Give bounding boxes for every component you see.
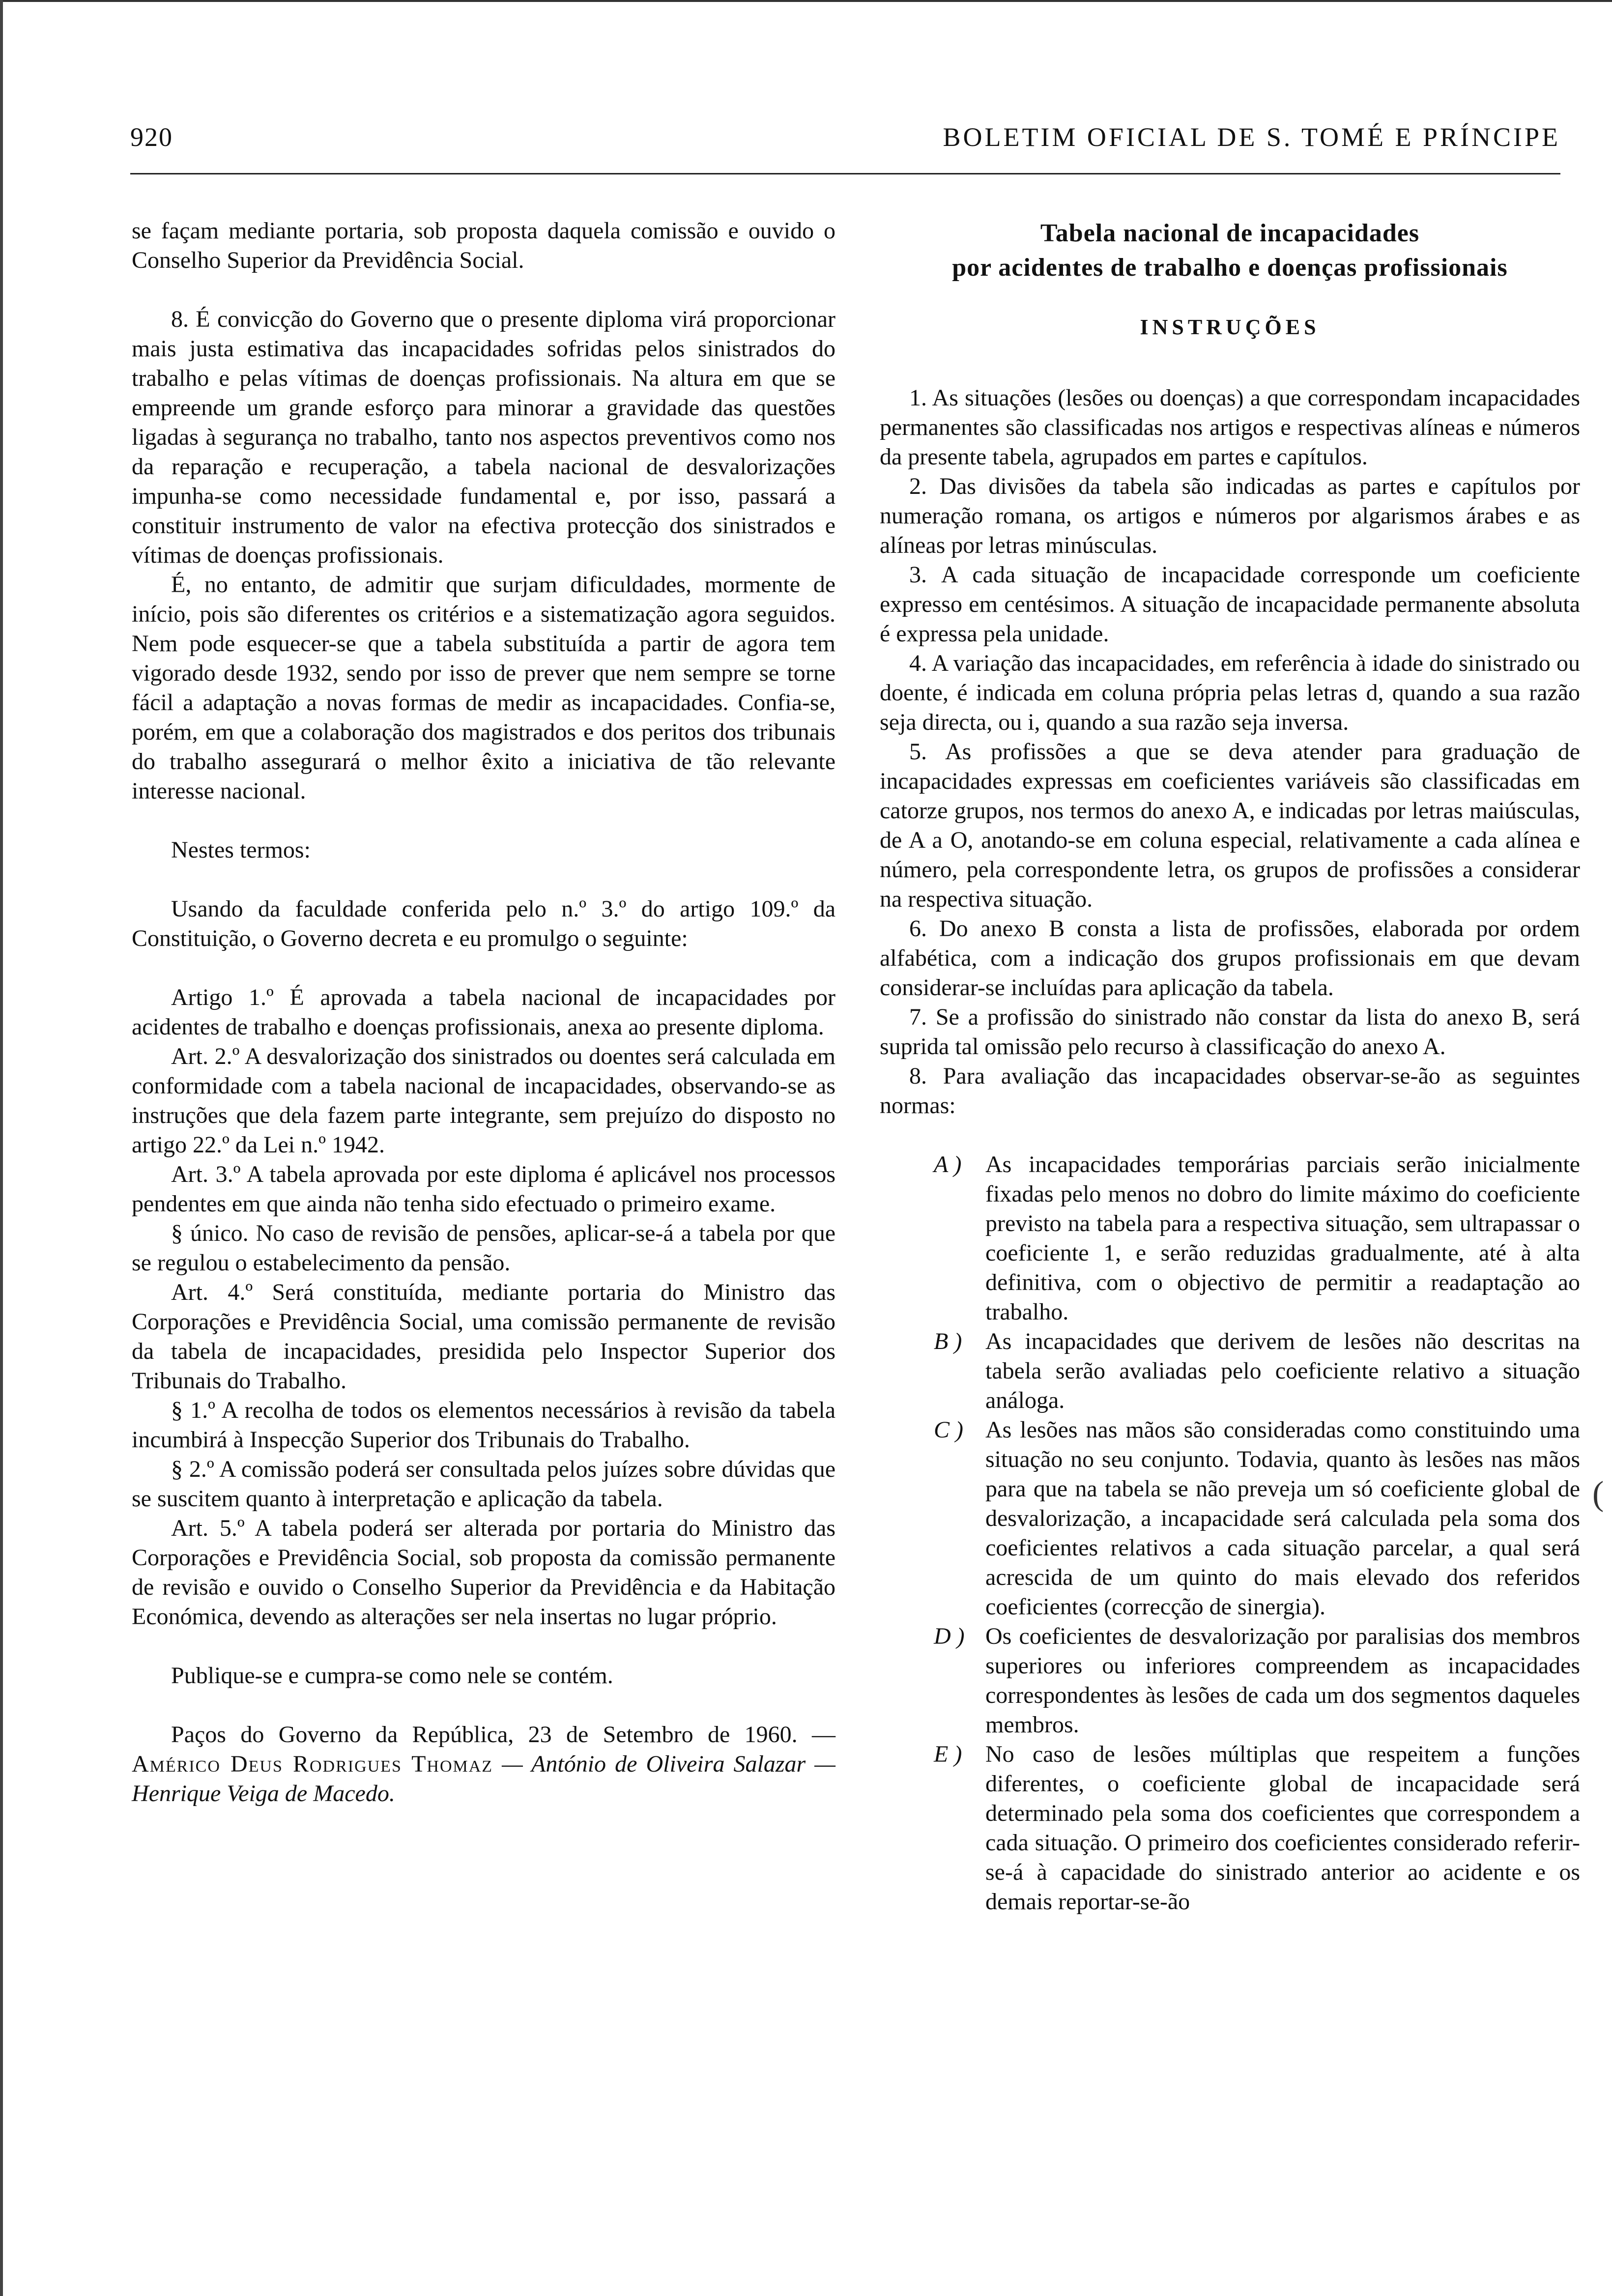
norm-text: As incapacidades temporárias parciais serão inicialmente fixadas pelo menos no dobro do limite máximo do coeficiente previsto na tabela para a respectiva situação, sem ultrapassar o coeficiente 1, e serão reduzidas gradualmente, até à alta definitiva, com o objectivo de permitir a readaptação ao trabalho. bbox=[985, 1151, 1580, 1325]
norm-c bbox=[880, 1415, 1580, 1622]
page-header bbox=[130, 122, 1560, 161]
page-number: 920 bbox=[130, 122, 173, 152]
left-column bbox=[132, 216, 835, 1808]
instruction-4: 4. A variação das incapacidades, em referência à idade do sinistrado ou doente, é indicada em coluna própria pelas letras d, quando a sua razão seja directa, ou i, quando a sua razão seja inversa. bbox=[880, 650, 1580, 735]
article-1: Artigo 1.º É aprovada a tabela nacional de incapacidades por acidentes de trabalho e doenças profissionais, anexa ao presente diploma. bbox=[132, 984, 835, 1040]
article-4: Art. 4.º Será constituída, mediante portaria do Ministro das Corporações e Previdência Social, uma comissão permanente de revisão da tabela de incapacidades, presidida pelo Inspector Superior dos Tribunais do Trabalho. bbox=[132, 1279, 835, 1394]
article-4-paragraph-1: § 1.º A recolha de todos os elementos necessários à revisão da tabela incumbirá à Inspecção Superior dos Tribunais do Trabalho. bbox=[132, 1397, 835, 1453]
instruction-2: 2. Das divisões da tabela são indicadas as partes e capítulos por numeração romana, os artigos e números por algarismos árabes e as alíneas por letras minúsculas. bbox=[880, 473, 1580, 558]
publication-formula: Publique-se e cumpra-se como nele se contém. bbox=[171, 1663, 613, 1689]
signature-place-date: Paços do Governo da República, 23 de Setembro de 1960. — bbox=[171, 1722, 835, 1748]
paragraph-difficulties: É, no entanto, de admitir que surjam dificuldades, mormente de início, pois são diferentes os critérios e a sistematização agora seguidos. Nem pode esquecer-se que a tabela substituída a partir de agora tem vigorado desde 1932, sendo por isso de prever que nem sempre se torne fácil a adaptação a novas formas de medir as incapacidades. Confia-se, porém, em que a colaboração dos magistrados e dos peritos dos tribunais do trabalho assegurará o melhor êxito a iniciativa de tão relevante interesse nacional. bbox=[132, 572, 835, 804]
norm-letter: C ) bbox=[934, 1417, 963, 1443]
instruction-8: 8. Para avaliação das incapacidades observar-se-ão as seguintes normas: bbox=[880, 1063, 1580, 1119]
instruction-5: 5. As profissões a que se deva atender para graduação de incapacidades expressas em coeficientes variáveis são classificadas em catorze grupos, nos termos do anexo A, e indicadas por letras maiúsculas, de A a O, anotando-se em coluna especial, relativamente a cada alínea e número, pela correspondente letra, os grupos de profissões a considerar na respectiva situação. bbox=[880, 739, 1580, 912]
norm-letter: A ) bbox=[934, 1151, 962, 1177]
article-2: Art. 2.º A desvalorização dos sinistrados ou doentes será calculada em conformidade com a tabela nacional de incapacidades, observando-se as instruções que dela fazem parte integrante, sem prejuízo do disposto no artigo 22.º da Lei n.º 1942. bbox=[132, 1043, 835, 1158]
norm-e bbox=[880, 1740, 1580, 1917]
header-rule bbox=[130, 173, 1560, 174]
norm-text: No caso de lesões múltiplas que respeitem a funções diferentes, o coeficiente global de incapacidade será determinado pela soma dos coeficientes que correspondem a cada situação. O primeiro dos coeficientes considerado referir-se-á à capacidade do sinistrado anterior ao acidente e os demais reportar-se-ão bbox=[985, 1741, 1580, 1915]
article-5: Art. 5.º A tabela poderá ser alterada por portaria do Ministro das Corporações e Previdência Social, sob proposta da comissão permanente de revisão e ouvido o Conselho Superior da Previdência e da Habitação Económica, devendo as alterações ser nela insertas no lugar próprio. bbox=[132, 1515, 835, 1630]
paragraph-nestes-termos: Nestes termos: bbox=[171, 837, 311, 863]
running-title: BOLETIM OFICIAL DE S. TOMÉ E PRÍNCIPE bbox=[943, 122, 1560, 152]
norm-letter: E ) bbox=[934, 1741, 962, 1767]
table-title-line-2: por acidentes de trabalho e doenças profissionais bbox=[952, 254, 1508, 282]
instruction-3: 3. A cada situação de incapacidade corresponde um coeficiente expresso em centésimos. A situação de incapacidade permanente absoluta é expressa pela unidade. bbox=[880, 562, 1580, 647]
instruction-6: 6. Do anexo B consta a lista de profissões, elaborada por ordem alfabética, com a indicação dos grupos profissionais em que devam considerar-se incluídas para aplicação da tabela. bbox=[880, 916, 1580, 1001]
signature-block bbox=[132, 1720, 835, 1808]
right-column bbox=[880, 216, 1580, 1917]
table-title-line-1: Tabela nacional de incapacidades bbox=[1040, 219, 1420, 247]
page-edge-left bbox=[0, 0, 3, 2296]
instructions-heading: INSTRUÇÕES bbox=[1140, 315, 1320, 339]
norm-text: Os coeficientes de desvalorização por paralisias dos membros superiores ou inferiores compreendem as incapacidades correspondentes às lesões de cada um dos segmentos daqueles membros. bbox=[985, 1623, 1580, 1738]
article-4-paragraph-2: § 2.º A comissão poderá ser consultada pelos juízes sobre dúvidas que se suscitem quanto à interpretação e aplicação da tabela. bbox=[132, 1456, 835, 1512]
instruction-1: 1. As situações (lesões ou doenças) a que correspondam incapacidades permanentes são classificadas nos artigos e respectivas alíneas e números da presente tabela, agrupados em partes e capítulos. bbox=[880, 385, 1580, 470]
norm-d bbox=[880, 1622, 1580, 1740]
page-edge-top bbox=[0, 0, 1612, 2]
norm-letter: D ) bbox=[934, 1623, 965, 1649]
instruction-7: 7. Se a profissão do sinistrado não constar da lista do anexo B, será suprida tal omissão pelo recurso à classificação do anexo A. bbox=[880, 1004, 1580, 1060]
article-3-paragraph-unico: § único. No caso de revisão de pensões, aplicar-se-á a tabela por que se regulou o estabelecimento da pensão. bbox=[132, 1220, 835, 1276]
signature-ministers: — António de Oliveira Salazar — Henrique Veiga de Macedo. bbox=[132, 1751, 835, 1807]
signature-president: Américo Deus Rodrigues Thomaz bbox=[132, 1751, 493, 1777]
norm-b bbox=[880, 1327, 1580, 1415]
margin-mark: ( bbox=[1592, 1475, 1604, 1513]
paragraph-continuation: se façam mediante portaria, sob proposta daquela comissão e ouvido o Conselho Superior da Previdência Social. bbox=[132, 218, 835, 273]
article-3: Art. 3.º A tabela aprovada por este diploma é aplicável nos processos pendentes em que ainda não tenha sido efectuado o primeiro exame. bbox=[132, 1161, 835, 1217]
paragraph-enacting-formula: Usando da faculdade conferida pelo n.º 3.º do artigo 109.º da Constituição, o Governo decreta e eu promulgo o seguinte: bbox=[132, 896, 835, 951]
paragraph-8: 8. É convicção do Governo que o presente diploma virá proporcionar mais justa estimativa das incapacidades sofridas pelos sinistrados do trabalho e pelas vítimas de doenças profissionais. Na altura em que se empreende um grande esforço para minorar a gravidade das questões ligadas à segurança no trabalho, tanto nos aspectos preventivos como nos da reparação e recuperação, a tabela nacional de desvalorizações impunha-se como necessidade fundamental e, por isso, passará a constituir instrumento de valor na efectiva protecção dos sinistrados e vítimas de doenças profissionais. bbox=[132, 306, 835, 568]
norm-letter: B ) bbox=[934, 1328, 962, 1354]
norm-text: As lesões nas mãos são consideradas como constituindo uma situação no seu conjunto. Todavia, quanto às lesões nas mãos para que na tabela se não preveja um só coeficiente global de desvalorização, a incapacidade será calculada pela soma dos coeficientes relativos a cada situação parcelar, a qual será acrescida de um quinto do mais elevado dos referidos coeficientes (correcção de sinergia). bbox=[985, 1417, 1580, 1620]
norm-text: As incapacidades que derivem de lesões não descritas na tabela serão avaliadas pelo coeficiente relativo a situação análoga. bbox=[985, 1328, 1580, 1413]
norm-a bbox=[880, 1150, 1580, 1327]
